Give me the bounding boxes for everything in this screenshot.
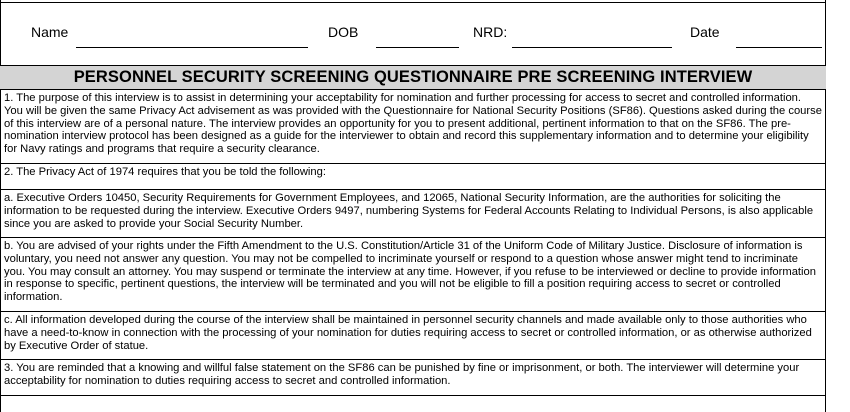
paragraph-2b: b. You are advised of your rights under the Fifth Amendment to the U.S. Constitution/Article 31 of the Uniform Code of Military Justice. Disclosure of information is voluntary, you need not answer any question. You may not be compelled to incriminate yourself or respond to a question whose answer might tend to incriminate you. You may consult an attorney. You may suspend or terminate the interview at any time. However, if you refuse to be interviewed or decline to provide information in response to specific, pertinent questions, the interview will be terminated and you will not be eligible to fill a position requiring access to secret or controlled information. bbox=[0, 238, 826, 312]
paragraph-2c: c. All information developed during the course of the interview shall be maintained in personnel security channels and made available only to those authorities who have a need-to-know in connection with the processing of your nomination for duties requiring access to secret or controlled information, or as otherwise authorized by Executive Order of statue. bbox=[0, 312, 826, 360]
paragraph-2a: a. Executive Orders 10450, Security Requirements for Government Employees, and 12065, National Security Information, are the authorities for soliciting the information to be requested during the interview. Executive Orders 9497, numbering Systems for Federal Accounts Relating to Individual Persons, is also applicable since you are asked to provide your Social Security Number. bbox=[0, 190, 826, 238]
dob-field[interactable] bbox=[376, 47, 459, 48]
header-fields-row bbox=[0, 2, 826, 65]
nrd-label: NRD: bbox=[473, 24, 508, 40]
date-label: Date bbox=[690, 24, 720, 40]
paragraph-1: 1. The purpose of this interview is to assist in determining your acceptability for nomination and further processing for access to secret and controlled information. You will be given the same Privacy Act advisement as was provided with the Questionnaire for National Security Positions (SF86). Questions asked during the course of this interview are of a personal nature. The interview provides an opportunity for you to present additional, pertinent information to that on the SF86. The pre-nomination interview protocol has been designed as a guide for the interviewer to obtain and record this supplementary information and to determine your eligibility for Navy ratings and programs that require a security clearance. bbox=[0, 90, 826, 164]
name-field[interactable] bbox=[76, 47, 308, 48]
nrd-field[interactable] bbox=[512, 47, 672, 48]
form-title: PERSONNEL SECURITY SCREENING QUESTIONNAIRE PRE SCREENING INTERVIEW bbox=[0, 65, 826, 90]
paragraph-2: 2. The Privacy Act of 1974 requires that you be told the following: bbox=[0, 164, 826, 190]
name-label: Name bbox=[31, 24, 69, 40]
paragraph-3: 3. You are reminded that a knowing and willful false statement on the SF86 can be punished by fine or imprisonment, or both. The interviewer will determine your acceptability for nomination to duties requiring access to secret and controlled information. bbox=[0, 360, 826, 396]
dob-label: DOB bbox=[328, 24, 359, 40]
date-field[interactable] bbox=[736, 47, 822, 48]
